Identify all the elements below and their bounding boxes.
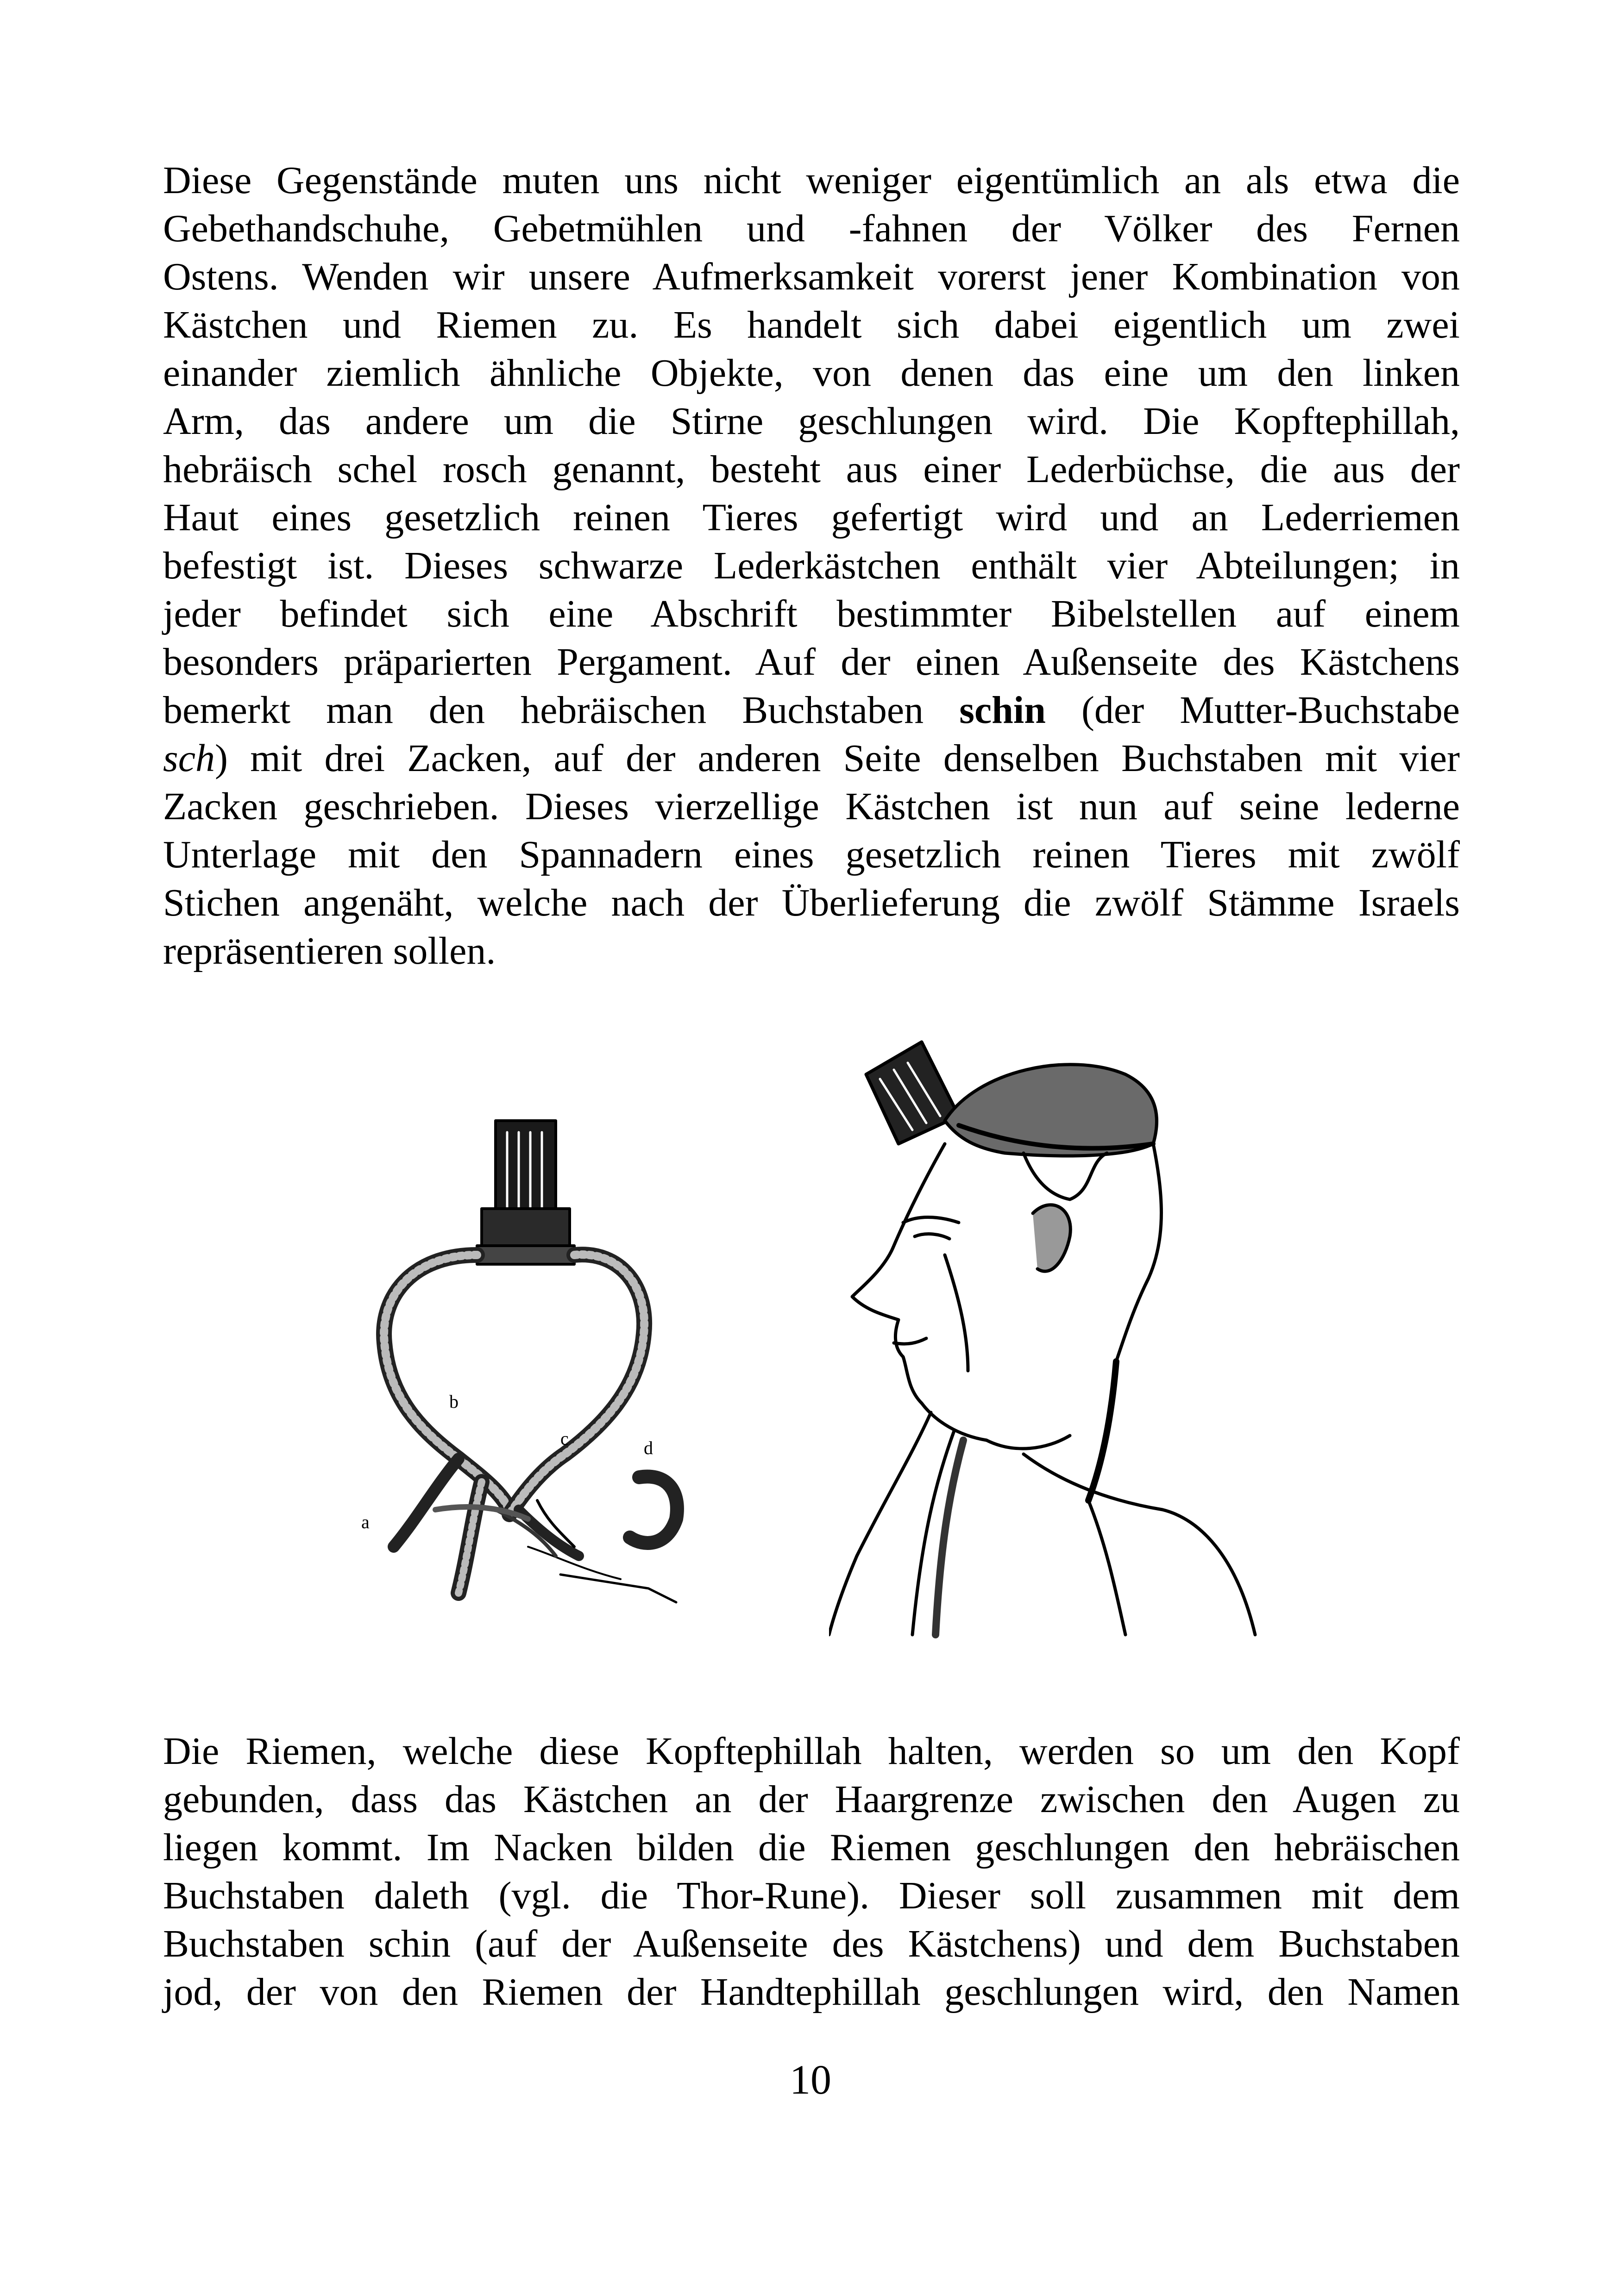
text-line: gebunden, dass das Kästchen an der Haargrenze zwischen den Augen zu [163,1778,1460,1821]
paragraph-1 [163,157,1460,975]
text-line: Buchstaben schin (auf der Außenseite des Kästchens) und dem Buchstaben [163,1922,1460,1965]
text-line-with-italic [163,734,1460,783]
paragraph-2 [163,1727,1460,2016]
text-run: (der Mutter-Buchstabe [1045,689,1460,732]
text-line: Kästchen und Riemen zu. Es handelt sich dabei eigentlich um zwei [163,303,1460,346]
text-line: repräsentieren sollen. [163,929,496,972]
text-line: Buchstaben daleth (vgl. die Thor-Rune). Dieser soll zusammen mit dem [163,1874,1460,1917]
figure-label-d: d [644,1437,653,1458]
text-line: Stichen angenäht, welche nach der Überlieferung die zwölf Stämme Israels [163,881,1460,924]
text-line: Unterlage mit den Spannadern eines gesetzlich reinen Tieres mit zwölf [163,833,1460,876]
text-run: ) mit drei Zacken, auf der anderen Seite denselben Buchstaben mit vier [214,737,1460,780]
text-line: Die Riemen, welche diese Kopftephillah halten, werden so um den Kopf [163,1730,1460,1773]
text-line: Ostens. Wenden wir unsere Aufmerksamkeit vorerst jener Kombination von [163,255,1460,298]
figure-label-c: c [560,1428,569,1449]
bold-term-schin: schin [959,689,1046,732]
man-with-head-tefillin-illustration [829,1037,1274,1639]
figure-label-b: b [449,1391,459,1412]
text-line: liegen kommt. Im Nacken bilden die Riemen geschlungen den hebräischen [163,1826,1460,1869]
text-line: Haut eines gesetzlich reinen Tieres gefertigt wird und an Lederriemen [163,496,1460,539]
italic-term-sch: sch [163,737,215,780]
text-line: besonders präparierten Pergament. Auf der einen Außenseite des Kästchens [163,640,1460,684]
page-number: 10 [790,2057,831,2103]
text-line: Gebethandschuhe, Gebetmühlen und -fahnen der Völker des Fernen [163,207,1460,250]
text-line: Arm, das andere um die Stirne geschlungen wird. Die Kopftephillah, [163,400,1460,443]
tefillin-box-illustration [343,1047,741,1621]
text-run: bemerkt man den hebräischen Buchstaben [163,689,960,732]
text-line: hebräisch schel rosch genannt, besteht aus einer Lederbüchse, die aus der [163,448,1460,491]
figure-label-a: a [361,1512,370,1532]
text-line: einander ziemlich ähnliche Objekte, von denen das eine um den linken [163,351,1460,395]
text-line: Diese Gegenstände muten uns nicht weniger eigentümlich an als etwa die [163,159,1460,202]
text-line: befestigt ist. Dieses schwarze Lederkästchen enthält vier Abteilungen; in [163,544,1460,587]
text-line: jod, der von den Riemen der Handtephillah geschlungen wird, den Namen [163,1970,1460,2014]
text-line-with-bold [163,686,1460,734]
text-line: jeder befindet sich eine Abschrift bestimmter Bibelstellen auf einem [163,592,1460,635]
text-line: Zacken geschrieben. Dieses vierzellige Kästchen ist nun auf seine lederne [163,785,1460,828]
